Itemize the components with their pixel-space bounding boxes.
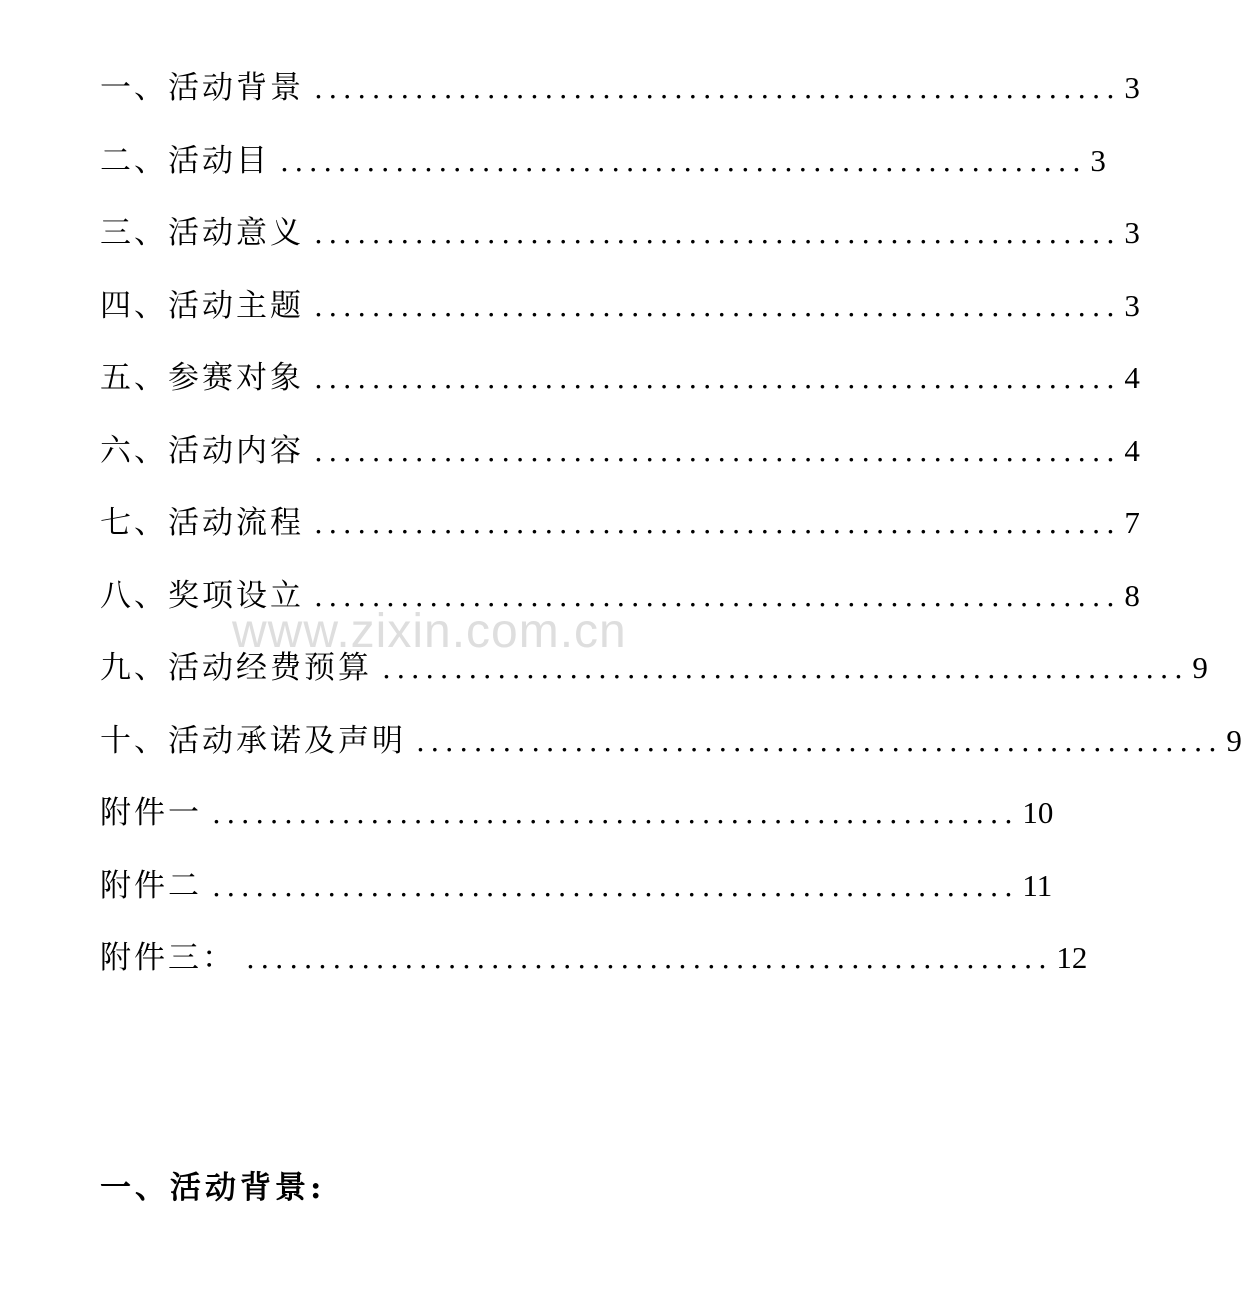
toc-entry[interactable]	[100, 787, 1054, 860]
toc-dot-leader: ........................................................	[212, 869, 1019, 903]
toc-entry-title: 十、活动承诺及声明	[100, 722, 406, 759]
toc-entry[interactable]	[100, 135, 1106, 208]
toc-dot-leader: ........................................................	[382, 652, 1189, 685]
toc-entry[interactable]	[100, 62, 1140, 135]
toc-dot-leader: ........................................................	[314, 362, 1121, 395]
toc-dot-leader: ........................................................	[314, 289, 1121, 323]
toc-page-number: 3	[1090, 142, 1106, 178]
toc-dot-leader: ........................................................	[246, 942, 1053, 975]
toc-entry-title: 附件二	[100, 867, 202, 904]
toc-entry[interactable]	[100, 715, 1242, 788]
toc-page-number: 3	[1124, 70, 1140, 105]
table-of-contents	[100, 62, 1242, 1005]
toc-dot-leader: ........................................................	[280, 144, 1087, 178]
toc-page-number: 10	[1022, 795, 1054, 830]
toc-dot-leader: ........................................................	[212, 797, 1019, 830]
toc-entry-title: 五、参赛对象	[100, 360, 304, 396]
toc-entry[interactable]	[100, 497, 1140, 570]
toc-page-number: 4	[1124, 432, 1140, 468]
toc-entry-title: 三、活动意义	[100, 215, 304, 251]
toc-entry-title: 一、活动背景	[100, 70, 304, 106]
toc-page-number: 3	[1124, 287, 1140, 323]
toc-entry-title: 八、奖项设立	[100, 577, 304, 614]
toc-entry[interactable]	[100, 932, 1088, 1005]
toc-entry[interactable]	[100, 642, 1208, 715]
toc-entry[interactable]	[100, 570, 1140, 643]
toc-page-number: 8	[1124, 577, 1140, 613]
toc-dot-leader: ........................................................	[314, 507, 1121, 540]
section-heading: 一、活动背景:	[100, 1170, 326, 1206]
toc-dot-leader: ........................................................	[416, 724, 1223, 758]
toc-page-number: 3	[1124, 215, 1140, 250]
toc-entry[interactable]	[100, 280, 1140, 353]
toc-entry-title: 七、活动流程	[100, 505, 304, 541]
toc-entry-title: 附件三：	[100, 940, 236, 976]
toc-page-number: 9	[1192, 650, 1208, 685]
toc-page-number: 4	[1124, 360, 1140, 395]
toc-entry-title: 四、活动主题	[100, 287, 304, 324]
toc-dot-leader: ........................................................	[314, 434, 1121, 468]
toc-dot-leader: ........................................................	[314, 72, 1121, 105]
toc-page-number: 12	[1056, 940, 1088, 975]
toc-entry-title: 九、活动经费预算	[100, 650, 372, 686]
toc-entry[interactable]	[100, 425, 1140, 498]
toc-page-number: 9	[1226, 722, 1242, 758]
toc-entry[interactable]	[100, 207, 1140, 280]
toc-dot-leader: ........................................................	[314, 217, 1121, 250]
toc-entry-title: 六、活动内容	[100, 432, 304, 469]
toc-entry[interactable]	[100, 860, 1053, 933]
toc-entry[interactable]	[100, 352, 1140, 425]
toc-entry-title: 附件一	[100, 795, 202, 831]
toc-page-number: 11	[1022, 867, 1053, 903]
watermark: www.zixin.com.cn	[232, 605, 627, 658]
toc-entry-title: 二、活动目	[100, 142, 270, 179]
toc-dot-leader: ........................................................	[314, 579, 1121, 613]
toc-page-number: 7	[1124, 505, 1140, 540]
